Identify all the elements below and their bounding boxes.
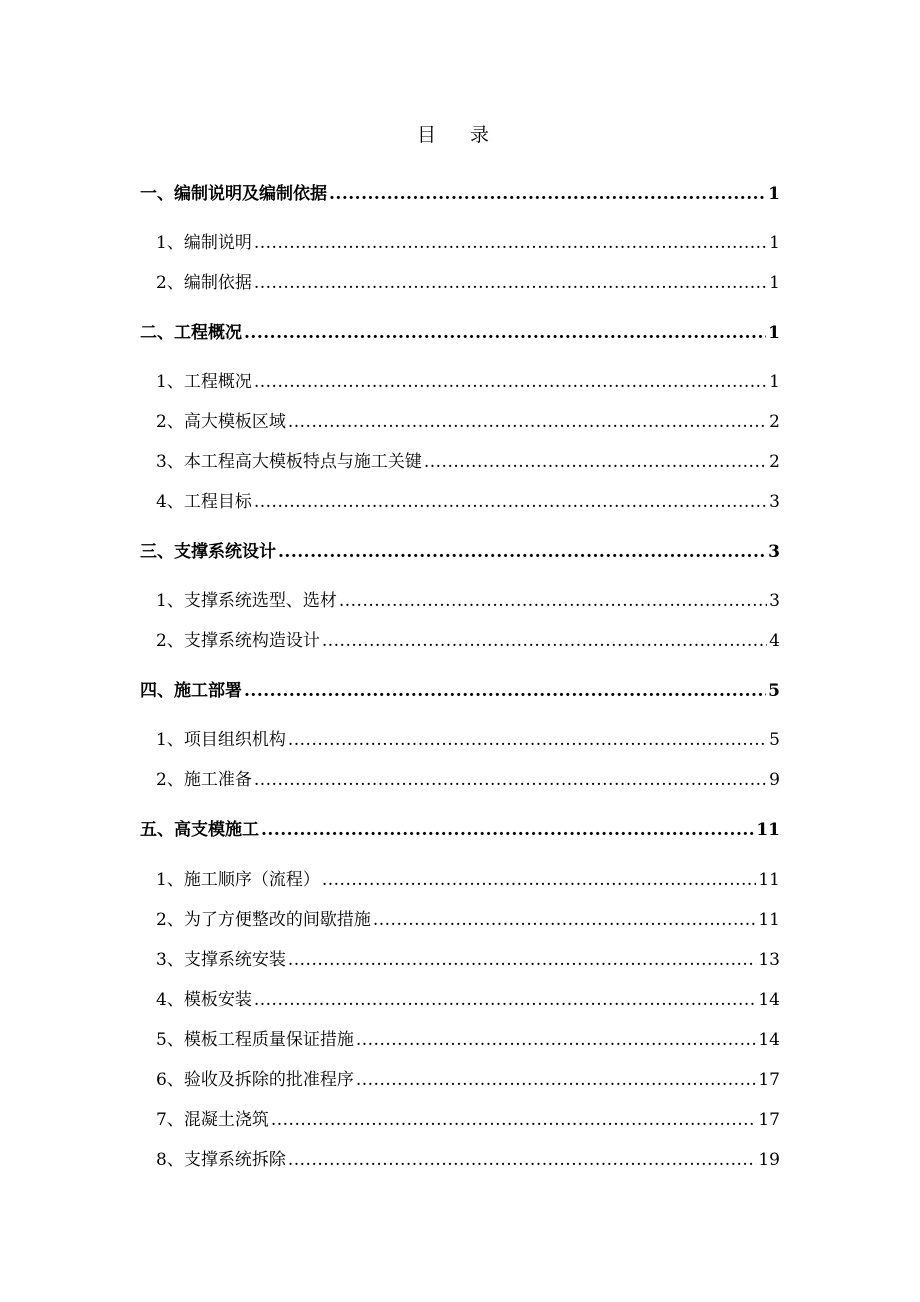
toc-entry[interactable] [156,409,780,435]
toc-page: 1 [769,233,780,253]
toc-leader [288,947,757,973]
toc-page: 14 [758,990,780,1010]
toc-page: 19 [758,1150,780,1170]
toc-entry[interactable] [156,1027,780,1053]
page-title: 目 录 [416,124,504,146]
toc-leader [254,987,757,1013]
toc-page: 11 [758,910,780,930]
toc-text: 四、施工部署 [140,681,242,701]
toc-text: 3、本工程高大模板特点与施工关键 [156,452,422,472]
toc-page: 2 [769,412,780,432]
toc-page: 3 [768,542,780,562]
toc-leader [288,727,767,753]
toc-leader [424,449,767,475]
toc-entry[interactable] [156,947,780,973]
toc-leader [261,817,754,843]
toc-text: 8、支撑系统拆除 [156,1150,286,1170]
toc-text: 二、工程概况 [140,323,242,343]
toc-text: 1、工程概况 [156,372,252,392]
toc-page: 4 [769,631,780,651]
toc-page: 5 [768,681,780,701]
toc-leader [288,1147,757,1173]
toc-leader [244,320,766,346]
toc-entry[interactable] [156,230,780,256]
toc-entry[interactable] [156,987,780,1013]
toc-page: 3 [769,492,780,512]
toc-page: 9 [769,770,780,790]
toc-leader [356,1027,757,1053]
toc-page: 14 [758,1030,780,1050]
toc-heading[interactable] [140,320,780,346]
toc-heading[interactable] [140,181,780,207]
toc-entry[interactable] [156,489,780,515]
toc-text: 1、项目组织机构 [156,730,286,750]
toc-page: 1 [768,323,780,343]
toc-leader [322,867,757,893]
toc-text: 2、施工准备 [156,770,252,790]
toc-entry[interactable] [156,628,780,654]
toc-page: 11 [756,820,780,840]
toc-entry[interactable] [156,867,780,893]
toc-leader [254,489,767,515]
toc-entry[interactable] [156,449,780,475]
toc-text: 1、编制说明 [156,233,252,253]
toc-text: 五、高支模施工 [140,820,259,840]
toc-entry[interactable] [156,767,780,793]
toc-page: 11 [758,870,780,890]
toc-text: 1、支撑系统选型、选材 [156,591,337,611]
toc-leader [254,230,767,256]
toc-entry[interactable] [156,369,780,395]
toc-leader [288,409,767,435]
toc-entry[interactable] [156,1147,780,1173]
toc-entry[interactable] [156,907,780,933]
toc-leader [254,767,767,793]
toc-text: 6、验收及拆除的批准程序 [156,1070,354,1090]
toc-page: 3 [769,591,780,611]
toc-page: 17 [758,1070,780,1090]
toc-heading[interactable] [140,678,780,704]
toc-text: 7、混凝土浇筑 [156,1110,269,1130]
toc-text: 2、高大模板区域 [156,412,286,432]
toc-entry[interactable] [156,727,780,753]
toc-leader [271,1107,757,1133]
toc-page: 1 [769,273,780,293]
toc-text: 4、工程目标 [156,492,252,512]
toc-leader [356,1067,757,1093]
toc-page: 5 [769,730,780,750]
toc-entry[interactable] [156,1107,780,1133]
toc-page: 17 [758,1110,780,1130]
toc-page: 13 [758,950,780,970]
toc-text: 2、支撑系统构造设计 [156,631,320,651]
toc-heading[interactable] [140,817,780,843]
toc-leader [244,678,766,704]
toc-leader [373,907,757,933]
toc-leader [322,628,767,654]
toc-text: 一、编制说明及编制依据 [140,184,327,204]
toc-heading[interactable] [140,539,780,565]
toc-text: 2、为了方便整改的间歇措施 [156,910,371,930]
toc-page: 1 [768,184,780,204]
toc-text: 三、支撑系统设计 [140,542,276,562]
toc-leader [254,369,767,395]
toc-text: 2、编制依据 [156,273,252,293]
toc-text: 1、施工顺序（流程） [156,870,320,890]
toc-leader [278,539,766,565]
toc-text: 3、支撑系统安装 [156,950,286,970]
toc-page: 1 [769,372,780,392]
toc-leader [339,588,767,614]
toc-text: 5、模板工程质量保证措施 [156,1030,354,1050]
toc-entry[interactable] [156,270,780,296]
toc-leader [329,181,766,207]
toc-text: 4、模板安装 [156,990,252,1010]
toc-leader [254,270,767,296]
toc-entry[interactable] [156,1067,780,1093]
toc-entry[interactable] [156,588,780,614]
toc-page: 2 [769,452,780,472]
